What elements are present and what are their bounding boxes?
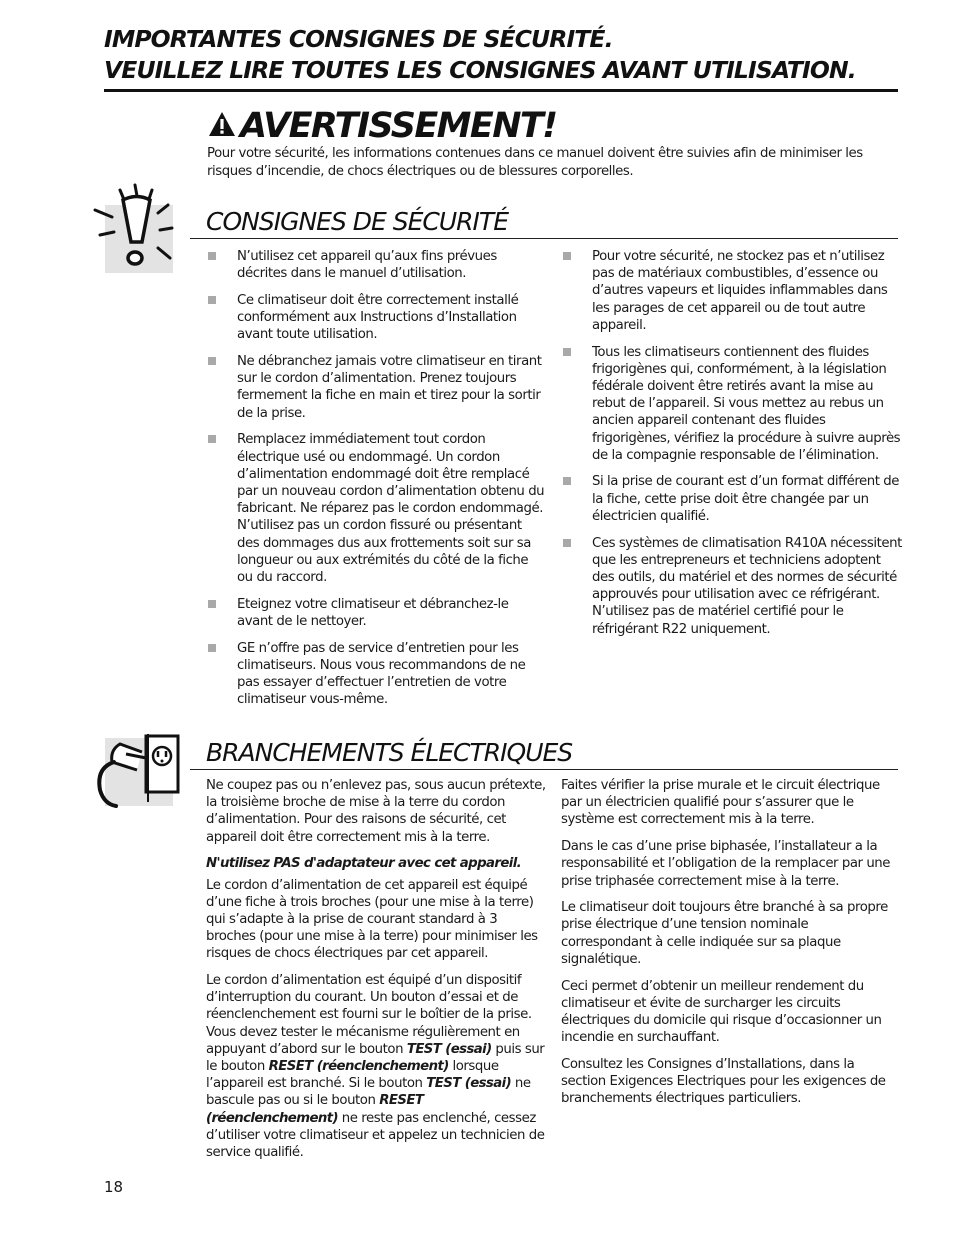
electrical-right-column xyxy=(561,777,897,1117)
bullet-square-icon xyxy=(208,435,216,443)
warning-text: Pour votre sécurité, les informations contenues dans ce manuel doivent être suivies afin de minimiser les risques d’incendie, de chocs électriques ou de blessures corporelles. xyxy=(207,146,863,179)
bullet-square-icon xyxy=(208,252,216,260)
bullet-square-icon xyxy=(563,539,571,547)
list-item: Si la prise de courant est d’un format différent de la fiche, cette prise doit être changée par un électricien qualifié. xyxy=(562,473,902,525)
plug-outlet-icon xyxy=(92,730,184,812)
list-item: GE n’offre pas de service d’entretien pour les climatiseurs. Nous vous recommandons de ne pas essayer d’effectuer l’entretien de votre climatiseur vous-même. xyxy=(207,640,547,709)
electrical-paragraph: Ne coupez pas ou n’enlevez pas, sous aucun prétexte, la troisième broche de mise à la terre du cordon d’alimentation. Pour des raisons de sécurité, cet appareil doit être correctement mis à la terre. xyxy=(206,778,546,845)
electrical-left-column xyxy=(206,777,546,1171)
bullet-square-icon xyxy=(208,357,216,365)
electrical-paragraph: Dans le cas d’une prise biphasée, l’installateur a la responsabilité et l’obligation de la remplacer par une prise triphasée correctement mise à la terre. xyxy=(561,839,891,889)
bullet-square-icon xyxy=(208,600,216,608)
warning-title xyxy=(207,104,557,148)
safety-right-column xyxy=(562,248,902,647)
safety-left-column xyxy=(207,248,547,718)
safety-section-title: CONSIGNES DE SÉCURITÉ xyxy=(206,207,508,236)
list-item: Eteignez votre climatiseur et débranchez-le avant de le nettoyer. xyxy=(207,596,547,630)
header-rule xyxy=(104,89,898,92)
page-number: 18 xyxy=(104,1178,124,1196)
list-item: Tous les climatiseurs contiennent des fluides frigorigènes qui, conformément, à la législation fédérale doivent être retirés avant la mise au rebut de l’appareil. Si vous mettez au rebus un ancien appareil contenant des fluides frigorigènes, vérifiez la procédure à suivre auprès de la compagnie responsable de l’élimination. xyxy=(562,344,902,464)
electrical-section-rule xyxy=(190,769,898,770)
electrical-paragraph: Faites vérifier la prise murale et le circuit électrique par un électricien qualifié pour s’assurer que le système est correctement mis à la terre. xyxy=(561,778,880,828)
warning-triangle-icon xyxy=(207,109,237,139)
bullet-square-icon xyxy=(563,477,571,485)
warning-title-text: AVERTISSEMENT! xyxy=(240,106,557,146)
list-item: N’utilisez cet appareil qu’aux fins prévues décrites dans le manuel d’utilisation. xyxy=(207,248,547,282)
bullet-square-icon xyxy=(563,252,571,260)
list-item: Pour votre sécurité, ne stockez pas et n’utilisez pas de matériaux combustibles, d’essence ou d’autres vapeurs et liquides inflammables dans les parages de cet appareil ou de tout autre appareil. xyxy=(562,248,902,334)
electrical-paragraph: Le cordon d’alimentation est équipé d’un dispositif d’interruption du courant. Un bouton d’essai et de réenclenchement est fourni sur le boîtier de la prise. Vous devez tester le mécanisme régulièrement en appuyant d’abord sur le bouton TEST (essai) puis sur le bouton RESET (réenclenchement) lorsque l’appareil est branché. Si le bouton TEST (essai) ne bascule pas ou si le bouton RESET (réenclenchement) ne reste pas enclenché, cessez d’utiliser votre climatiseur et appelez un technicien de service qualifié. xyxy=(206,973,545,1161)
electrical-paragraph: Consultez les Consignes d’Installations, dans la section Exigences Electriques pour les exigences de branchements électriques particuliers. xyxy=(561,1056,886,1107)
electrical-paragraph: Le cordon d’alimentation de cet appareil est équipé d’une fiche à trois broches (pour une mise à la terre) qui s’adapte à la prise de courant standard à 3 broches (pour une mise à la terre) pour minimiser les risques de chocs électriques par cet appareil. xyxy=(206,877,538,962)
electrical-paragraph: Ceci permet d’obtenir un meilleur rendement du climatiseur et évite de surcharger les circuits électriques du domicile qui risque d’occasionner un incendie en surchauffant. xyxy=(561,978,882,1046)
electrical-section-title: BRANCHEMENTS ÉLECTRIQUES xyxy=(206,738,573,767)
list-item: Ces systèmes de climatisation R410A nécessitent que les entrepreneurs et techniciens adoptent des outils, du matériel et des normes de sécurité approuvés pour utilisation avec ce réfrigérant. N’utilisez pas de matériel certifié pour le réfrigérant R22 uniquement. xyxy=(562,535,902,638)
electrical-paragraph: Le climatiseur doit toujours être branché à sa propre prise électrique d’une tension nominale correspondant à celle indiquée sur sa plaque signalétique. xyxy=(561,900,888,967)
page-header xyxy=(104,24,898,86)
bullet-square-icon xyxy=(208,296,216,304)
header-line-1: IMPORTANTES CONSIGNES DE SÉCURITÉ. xyxy=(104,25,613,53)
electrical-warning-bold: N'utilisez PAS d'adaptateur avec cet appareil. xyxy=(206,856,522,872)
exclamation-alert-icon xyxy=(90,180,195,280)
safety-section-rule xyxy=(190,238,898,239)
bullet-square-icon xyxy=(208,644,216,652)
bullet-square-icon xyxy=(563,348,571,356)
list-item: Ne débranchez jamais votre climatiseur en tirant sur le cordon d’alimentation. Prenez toujours fermement la fiche en main et tirez pour la sortir de la prise. xyxy=(207,353,547,422)
list-item: Remplacez immédiatement tout cordon électrique usé ou endommagé. Un cordon d’alimentation endommagé doit être remplacé par un nouveau cordon d’alimentation obtenu du fabricant. Ne réparez pas le cordon endommagé. N’utilisez pas un cordon fissuré ou présentant des dommages dus aux frottements soit sur sa longueur ou aux extrémités du côté de la fiche ou du raccord. xyxy=(207,431,547,586)
list-item: Ce climatiseur doit être correctement installé conformément aux Instructions d’Installation avant toute utilisation. xyxy=(207,292,547,344)
header-line-2: VEUILLEZ LIRE TOUTES LES CONSIGNES AVANT UTILISATION. xyxy=(104,56,856,84)
